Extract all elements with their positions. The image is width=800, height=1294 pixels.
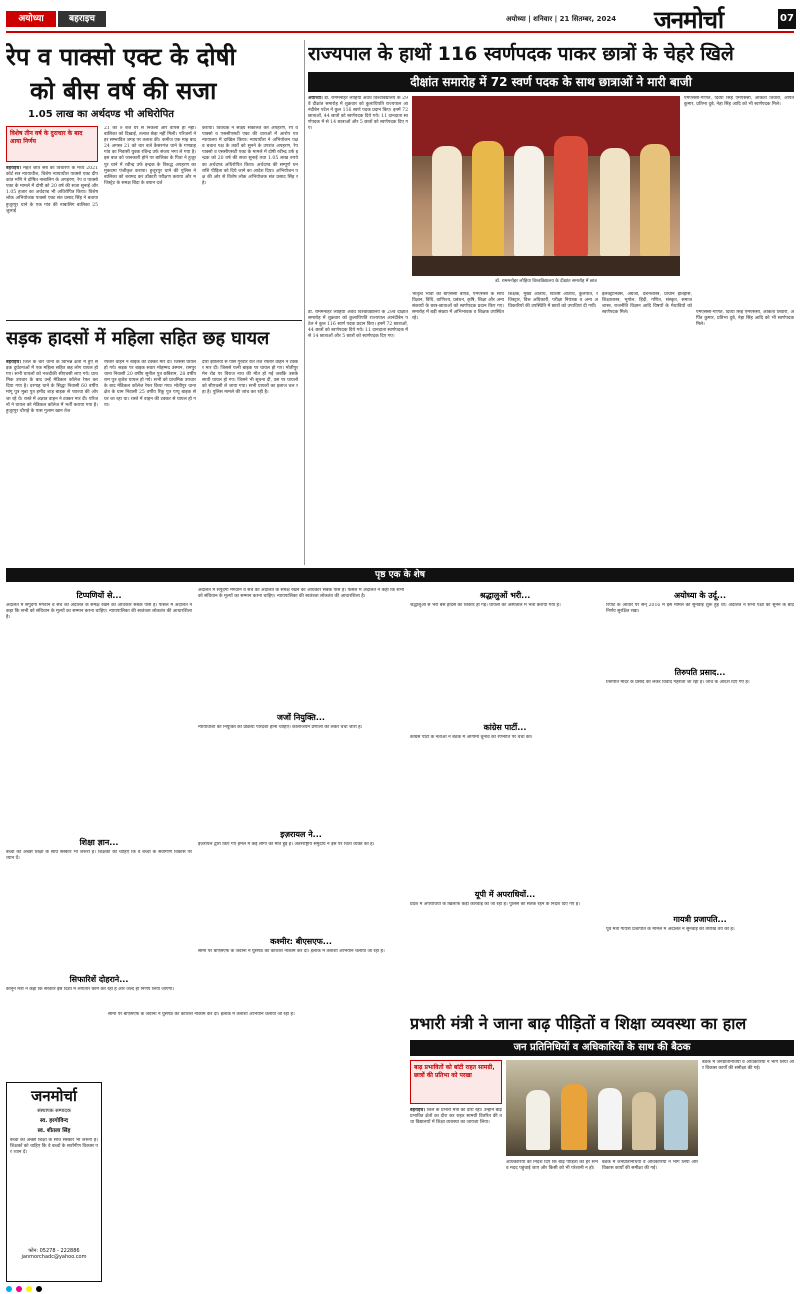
column-divider [304, 40, 305, 565]
jump-body: प्रदेश में अपराधियों के खिलाफ कड़ी कार्रवाई की जा रही है। पुलिस को सतर्क रहने के निर्देश दिए गए हैं। [410, 902, 580, 907]
jump-title: जजों नियुक्ति... [277, 713, 325, 722]
jump-title: सिफारिशें दोहराने... [69, 975, 129, 984]
jump-body: पूर्व मंत्री गायत्री प्रजापति के मामले में अदालत ने सुनवाई की तारीख तय की है। [606, 927, 735, 932]
story4-subhead: जन प्रतिनिधियों व अधिकारियों के साथ की बैठक [410, 1040, 794, 1056]
ad-body: बच्चों को अच्छी शिक्षा के साथ संस्कार भी जरूरी हैं। शिक्षकों को चाहिए कि वे बच्चों के सर्वांगीण विकास पर ध्यान दें। [10, 1138, 98, 1156]
jump-body: अदालत में सपुर्दगी मंगवाने व सच को अदालत के समक्ष रखने का अधिकार सबके पास है। फैसले में अदालत ने कहा कि सभी को संविधान के मूल्यों का सम्मान करना चाहिए। न्यायपालिका की स्वतंत्रता लोकतंत्र की आधारशिला है। [6, 603, 192, 621]
person-figure [664, 1090, 688, 1150]
person-figure [600, 148, 630, 256]
jump-title: कश्मीर: बीएसएफ... [270, 937, 332, 946]
jump-title: अयोध्या के उर्दू... [673, 591, 726, 600]
jump-title: कांग्रेस पार्टी... [483, 723, 527, 732]
person-figure [561, 1084, 587, 1150]
person-figure [598, 1088, 622, 1150]
jump-title: इज़रायल ने... [280, 830, 322, 839]
story4-col4: बैठक में जनप्रतिनिधियों व अधिकारियों ने भाग लिया और विकास कार्यों की समीक्षा की गई। [702, 1060, 794, 1072]
date: 21 सितम्बर, 2024 [559, 15, 617, 23]
jump-body: बच्चों को अच्छी शिक्षा के साथ संस्कार भी जरूरी हैं। शिक्षकों को चाहिए कि वे बच्चों के सर्वांगीण विकास पर ध्यान दें। [6, 850, 192, 862]
jump-banner: पृष्ठ एक के शेष [6, 568, 794, 582]
jump-body: कानून मंत्री ने कहा कि सरकार इस दिशा में लगातार काम कर रही है और जल्द ही निर्णय लिया जाएगा। [6, 987, 175, 992]
jump-title: यूपी में अपराधियों... [474, 890, 536, 899]
story3-col5: एमएससी-गणित, दिव्या सिंह एमएससी, अंकिता तिवारी, अर्पित कुमार, प्रतिभा दुबे, नेहा सिंह आदि को भी स्वर्णपदक मिले। [684, 96, 794, 108]
story3-col1 [308, 96, 408, 306]
jump-col2 [198, 588, 404, 1008]
minister-photo [506, 1060, 698, 1156]
story1-headline-1: रेप व पाक्सो एक्ट के दोषी [6, 43, 236, 70]
jump-col2-bottom: सीमा पर बीएसएफ के जवानों ने घुसपैठ की कोशिश नाकाम कर दी। इलाके में तलाशी अभियान चलाया जा रहा है। [108, 1012, 295, 1017]
story3-dateline: अयोध्या। [308, 96, 323, 101]
story4-dateline: बहराइच। [410, 1108, 426, 1113]
story4-body-1: जिले के प्रभारी मंत्री का दौरा रहा। उन्होंने बाढ़ प्रभावित क्षेत्रों का दौरा कर राहत सामग्री वितरित की तथा विद्यालयों में शिक्षा व्यवस्था का जायजा लिया। [410, 1108, 502, 1126]
story4-col2: अधिकारियों को निर्देश दिए कि बाढ़ पीड़ितों को हर संभव मदद पहुंचाई जाए और किसी को भी परेशानी न हो। [506, 1160, 598, 1172]
story1-body-1: महत जीत सब की विचारण के मध्य 2021 कोर्ट सत्र न्यायाधीश, विशेष न्यायाधीश पाक्सो एक्ट दीप कांत मणि ने दोषित नाबालिग के अपहरण, रेप व पाक्सो एक्ट के मामले में दोषी को 20 वर्ष की सजा सुनाई और 1.05 हजार का अर्थदण्ड भी अधिरोपित किया। विशेष लोक अभियोजक पाक्सो एक्ट संत प्रसाद सिंह ने बताया हुजूरपुर थाने के एक गांव की नाबालिग बालिका 25 जुलाई [6, 166, 98, 214]
story2-body-1: जिले के चार थानों के विभिन्न क्षेत्रों में हुए सड़क दुर्घटनाओं में एक महिला सहित छह लोग घायल हो गए। सभी घायलों को नजदीकी सीएचसी लाए गये। प्राथमिक उपचार के बाद उन्हें मेडिकल कॉलेज रेफर कर दिया गया है। दरगाह थाने के सिद्धा निवासी 60 वर्षीय मांगू पुत्र मुन्ना पुत्र हमीद शाह बाइक से पवरथा की ओर जा रहे थे। रास्ते में अज्ञात वाहन ने टक्कर मार दी। परिजनों ने घायल को मेडिकल कॉलेज में भर्ती कराया गया है। हुजूरपुर चौराहे के पास गुलाम खान तेज [6, 360, 98, 414]
story4-headline: प्रभारी मंत्री ने जाना बाढ़ पीड़ितों व शिक्षा व्यवस्था का हाल [410, 1014, 747, 1033]
day: शनिवार [533, 15, 553, 23]
story3-col1b: डॉ. राममनोहर लोहिया अवध विश्वविद्यालय के 29वें दीक्षांत समारोह में शुक्रवार को कुलाधिपति राज्यपाल आनंदीबेन पटेल ने कुल 116 स्वर्ण पदक प्रदान किए। इनमें 72 छात्राओं, 44 छात्रों को स्वर्णपदक दिये गये। 11 दानदाता स्वर्णपदक में से 14 छात्राओं और 5 छात्रों को स्वर्णपदक दिए गए। [308, 310, 408, 340]
jump-body: न्यायाधीशों की नियुक्ति की प्रक्रिया पारदर्शी होनी चाहिए। कोलेजियम प्रणाली को लेकर चर्चा जारी है। [198, 725, 363, 730]
ad-email: janmorchadc@yahoo.com [21, 1254, 87, 1260]
ad-tagline: संस्थापक सम्पादक [37, 1108, 71, 1114]
jump-title: श्रद्धालुओं भरी... [479, 591, 531, 600]
section-label-left: अयोध्या [6, 11, 56, 27]
story3-headline: राज्यपाल के हाथों 116 स्वर्णपदक पाकर छात्रों के चेहरे खिले [308, 43, 734, 65]
jump-title: तिरुपति प्रसाद... [674, 668, 726, 677]
convocation-photo [412, 96, 680, 276]
story2-col1 [6, 360, 98, 565]
jump-col1 [6, 588, 192, 1078]
person-figure [632, 1092, 656, 1150]
jump-body: श्रद्धालुओं से भरी बस हादसे का शिकार हो गई। घायलों को अस्पताल में भर्ती कराया गया है। [410, 603, 561, 608]
photo-caption: डॉ. राममनोहर लोहिया विश्वविद्यालय के दीक्षांत समारोह में छात्र [495, 279, 597, 284]
ad-logo: जनमोर्चा [31, 1087, 77, 1105]
story4-highlight: बाढ़ प्रभावितों को बांटी राहत सामग्री, छात्रों की प्रतिभा को परखा [410, 1060, 502, 1104]
story4-col3: बैठक में जनप्रतिनिधियों व अधिकारियों ने भाग लिया और विकास कार्यों की समीक्षा की गई। [602, 1160, 698, 1172]
jump-title: शिक्षा ज्ञान... [79, 838, 119, 847]
story2-col3: दौरी झालिया से पास गुरवार रात तेज रफ्तार वाहन ने टक्कर मार दी। जिससे पत्नी बाइक पर घायल हो गए। मोतीपुर मेन रोड पर विराज नाथ की मौत हो गई जबकि उसके साथी घायल हो गए। जिसने भी सूचना दी, उस पर घायलों को सीएचसी ले जाया गया। सभी घायलों का इलाज चल रहा है। पुलिस मामले की जांच कर रही है। [202, 360, 298, 396]
story2-headline: सड़क हादसों में महिला सहित छह घायल [6, 328, 270, 349]
person-figure [526, 1090, 550, 1150]
jump-body: तिरुपति मंदिर के प्रसाद को लेकर विवाद गहराता जा रहा है। जांच के आदेश दिए गए हैं। [606, 680, 750, 685]
ad-editor: स्व. शीतला सिंह [37, 1128, 71, 1134]
page-number: 07 [778, 9, 796, 29]
story1-col1 [6, 166, 98, 316]
date-line: अयोध्या | शनिवार | 21 सितम्बर, 2024 [506, 15, 617, 23]
jump-body: सीमा पर बीएसएफ के जवानों ने घुसपैठ की कोशिश नाकाम कर दी। इलाके में तलाशी अभियान चलाया जा रहा है। [198, 949, 385, 954]
jump-body: रिपोर्ट के आधार पर सन् 2016 में इस मामले की सुनवाई शुरू हुई थी। अदालत ने सभी पक्षों को सुनने के बाद निर्णय सुरक्षित रखा। [606, 603, 794, 615]
person-figure [472, 141, 504, 256]
jump-col3 [410, 588, 600, 1008]
story3-col6: एमएससी-गणित, दिव्या सिंह एमएससी, अंकिता तिवारी, अर्पित कुमार, प्रतिभा दुबे, नेहा सिंह आदि को भी स्वर्णपदक मिले। [696, 310, 794, 328]
story3-col4: इलेक्ट्रॉनिक्स, अंग्रेजी, दर्शनशास्त्र, प्राचीन इतिहास, शिक्षाशास्त्र, भूगोल, हिंदी, गणित, संस्कृत, समाजशास्त्र, राजनीति विज्ञान आदि विषयों के मेधावियों को स्वर्णपदक मिले। [602, 292, 692, 316]
divider [6, 320, 302, 321]
jump-title: टिप्पणियों से... [76, 591, 122, 600]
story1-dateline: बहराइच। [6, 166, 22, 171]
story1-headline-2: को बीस वर्ष की सजा [30, 77, 217, 104]
stage-floor [412, 256, 680, 276]
story3-body-1: डॉ. राममनोहर लोहिया अवध विश्वविद्यालय के 29वें दीक्षांत समारोह में शुक्रवार को कुलाधिपति राज्यपाल आनंदीबेन पटेल ने कुल 116 स्वर्ण पदक प्रदान किए। इनमें 72 छात्राओं, 44 छात्रों को स्वर्णपदक दिये गये। 11 दानदाता स्वर्णपदक में से 14 छात्राओं और 5 छात्रों को स्वर्णपदक दिए गए। [308, 96, 408, 132]
registration-marks [6, 1286, 794, 1292]
person-figure [640, 144, 670, 256]
story1-col2: 21 को 9 बजे घर से निकली और वापस ही नहीं। बालिका को दिखाई, तलाश छेड़ा नहीं मिली। परिजनों ने हर सम्भावित जगह पर तलाश की। कमीज एक माह बाद 24 अगस्त 21 को चार बजे कैसरगंज थाने के गणडाह गांव का निवासी युवक रविन्द्र उर्फ संजय भगा ले गया है। इस बात को जानकारी होने पर बालिका के पिता ने हुजूरपुर थाने में रवीन्द्र उर्फ इन्द्रक के विरुद्ध अपहरण का मुकदमा पंजीकृत कराया। हुजूरपुर थाने की पुलिस ने बालिका को बरामद कर डॉक्टरी परीक्षण कराया और मजिस्ट्रेट के समक्ष बिंदा के बयान दर्ज [104, 126, 196, 186]
ad-phone: फोन: 05278 - 222886 [28, 1248, 80, 1254]
story1-highlight: विशेष तीन वर्ष के दुराचार के बाद आया निर्णय [6, 126, 98, 162]
story4-col1 [410, 1108, 502, 1284]
jump-body: कांग्रेस पार्टी के नेताओं ने बैठक में आगामी चुनाव की रणनीति पर चर्चा की। [410, 735, 533, 740]
story3-col2: भातृत्व भावों की बीएससी बीएड, एमएससी के साथ विज्ञान, विधि, वाणिज्य, प्रबंधन, कृषि, शिक्षा और अन्य संकायों के छात्र-छात्राओं को स्वर्णपदक प्रदान किए गए। समारोह में बड़ी संख्या में अभिभावक व शिक्षक उपस्थित रहे। [412, 292, 504, 322]
story3-subhead: दीक्षांत समारोह में 72 स्वर्ण पदक के साथ छात्राओं ने मारी बाजी [308, 72, 794, 92]
person-figure [514, 146, 544, 256]
story3-col3: शिक्षक, मुख्य अतिथि, विशिष्ट अतिथि, कुलपति, रजिस्ट्रार, वित्त अधिकारी, परीक्षा नियंत्रक व अन्य अधिकारियों की उपस्थिति में छात्रों को उपाधियां दी गयीं। [508, 292, 598, 310]
jump-title: गायत्री प्रजापति... [673, 915, 727, 924]
paper-ad-box [6, 1082, 102, 1282]
jump-body: अदालत में सपुर्दगी मंगवाने व सच को अदालत के समक्ष रखने का अधिकार सबके पास है। फैसले में अदालत ने कहा कि सभी को संविधान के मूल्यों का सम्मान करना चाहिए। न्यायपालिका की स्वतंत्रता लोकतंत्र की आधारशिला है। [198, 588, 404, 600]
jump-col4 [606, 588, 794, 1008]
story1-col3: कराया। विवेचक ने साक्ष्य संकलित कर अपहरण, रेप व पाक्सो व एससीएसटी एक्ट की धाराओं में आरोप पत्र न्यायालय में दाखिल किया। न्यायाधीश ने अभियोजन पक्ष व बचाव पक्ष के तर्कों को सुनने के उपरांत अपहरण, रेप पाक्सो व एससीएसटी एक्ट के मामले में दोषी रवीन्द्र उर्फ इन्द्रक को 20 वर्ष की सजा सुनाई तथा 1.05 लाख रुपये का अर्थदण्ड अधिरोपित किया। अर्थदण्ड की सम्पूर्ण धनराशि पीड़िता को दिये जाने का आदेश दिया। अभियोजन पक्ष की ओर से विशेष लोक अभियोजक संत प्रसाद सिंह रहे। [202, 126, 298, 186]
person-figure [432, 146, 462, 256]
story1-subhead: 1.05 लाख का अर्थदण्ड भी अधिरोपित [28, 109, 174, 120]
story2-dateline: बहराइच। [6, 360, 22, 365]
person-figure [554, 136, 588, 256]
jump-body: इज़रायल द्वारा किए गए हमले में कई लोगों की मौत हुई है। अंतरराष्ट्रीय समुदाय ने इस पर चिंता व्यक्त की है। [198, 842, 375, 847]
ad-founder: स्व. हरगोविन्द [40, 1118, 68, 1124]
section-label-right: बहराइच [58, 11, 106, 27]
story2-col2: रफ्तार वाहन ने बाइक को टक्कर मार दी। जिससे घायल हो गये। सड़क पर बाइक सवार मोहम्मद उस्मान, रामपुर थाना निवासी 20 वर्षीय सुनील पुत्र छबिराम, 28 वर्षीय राम पुत्र बृजेश घायल हो गये। सभी को प्राथमिक उपचार के बाद मेडिकल कॉलेज रेफर किया गया। मोतीपुर थाना क्षेत्र के ग्राम निवासी 25 वर्षीय रिंकू पुत्र पप्पू बाइक से घर जा रहा था। रास्ते में वाहन की टक्कर से घायल हो गया। [104, 360, 196, 408]
masthead-bar [6, 5, 794, 33]
paper-logo: जनमोर्चा [654, 6, 724, 34]
place: अयोध्या [506, 15, 526, 23]
